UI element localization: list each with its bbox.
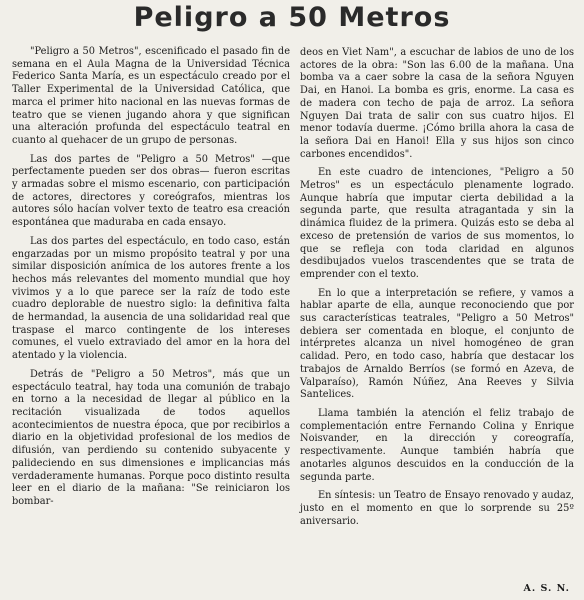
paragraph: deos en Viet Nam", a escuchar de labios de uno de los actores de la obra: "Son las 6.00 de la mañana. Una bomba va a caer sobre la casa de la señora Nguyen Dai, en Hanoi. La bomba es gris, enorme. La casa es de madera con techo de paja de arroz. La señora Nguyen Dai trata de salir con sus cuatro hijos. El menor todavía duerme. ¡Cómo brilla ahora la casa de la señora Dai en Hanoi! Ella y sus hijos son cinco carbones encendidos". <box>300 47 574 160</box>
paragraph: Detrás de "Peligro a 50 Metros", más que un espectáculo teatral, hay toda una comunión de trabajo en torno a la necesidad de llegar al público en la recitación visualizada de todos aquellos acontecimientos de nuestra época, que por recibirlos a diario en la objetividad profesional de los medios de difusión, van perdiendo su contenido subyacente y palideciendo en sus dimensiones e implicancias más verdaderamente humanas. Porque poco distinto resulta leer en el diario de la mañana: "Se reiniciaron los bombar- <box>12 368 290 507</box>
paragraph: En lo que a interpretación se refiere, y vamos a hablar aparte de ella, aunque reconociendo que por sus características teatrales, "Peligro a 50 Metros" debiera ser comentada en bloque, el conjunto de intérpretes alcanza un nivel homogéneo de gran calidad. Pero, en todo caso, habría que destacar los trabajos de Arnaldo Berríos (se formó en Azeva, de Valparaíso), Ramón Núñez, Ana Reeves y Silvia Santelices. <box>300 287 574 401</box>
author-signature: A. S. N. <box>523 583 570 594</box>
paragraph: Las dos partes de "Peligro a 50 Metros" —que perfectamente pueden ser dos obras— fueron escritas y armadas sobre el mismo escenario, con participación de actores, directores y coreógrafos, mientras los autores sólo hacían volver texto de teatro esa creación espontánea que maduraba en cada ensayo. <box>12 153 290 229</box>
paragraph: En síntesis: un Teatro de Ensayo renovado y audaz, justo en el momento en que lo sorprende su 25º aniversario. <box>300 490 574 527</box>
paragraph: En este cuadro de intenciones, "Peligro a 50 Metros" es un espectáculo plenamente logrado. Aunque habría que imputar cierta debilidad a la segunda parte, que resulta atragantada y sin la dinámica fluidez de la primera. Quizás esto se deba al exceso de pretensión de varios de sus momentos, lo que se refleja con toda claridad en algunos desdibujados vuelos trascendentes que se trata de emprender con el texto. <box>300 167 574 280</box>
right-column <box>300 47 574 528</box>
paragraph: Las dos partes del espectáculo, en todo caso, están engarzadas por un mismo propósito teatral y por una similar disposición anímica de los autores frente a los hechos más relevantes del momento mundial que hoy vivimos y a lo que parece ser la raíz de todo este cuadro deplorable de nuestro siglo: la definitiva falta de hermandad, la ausencia de una solidaridad real que traspase el marco contingente de los intereses comunes, el vuelo extraviado del amor en la hora del atentado y la violencia. <box>12 235 290 362</box>
paragraph: Llama también la atención el feliz trabajo de complementación entre Fernando Colina y Enrique Noisvander, en la dirección y coreografía, respectivamente. Aunque también habría que anotarles algunos descuidos en la conducción de la segunda parte. <box>300 407 574 483</box>
paragraph: "Peligro a 50 Metros", escenificado el pasado fin de semana en el Aula Magna de la Universidad Técnica Federico Santa María, es un espectáculo creado por el Taller Experimental de la Universidad Católica, que marca el primer hito nacional en las nuevas formas de teatro que se vienen jugando ahora y que significan una alteración profunda del espectáculo teatral en cuanto al quehacer de un grupo de personas. <box>12 46 290 146</box>
left-column <box>12 46 290 509</box>
article-title: Peligro a 50 Metros <box>133 2 451 33</box>
